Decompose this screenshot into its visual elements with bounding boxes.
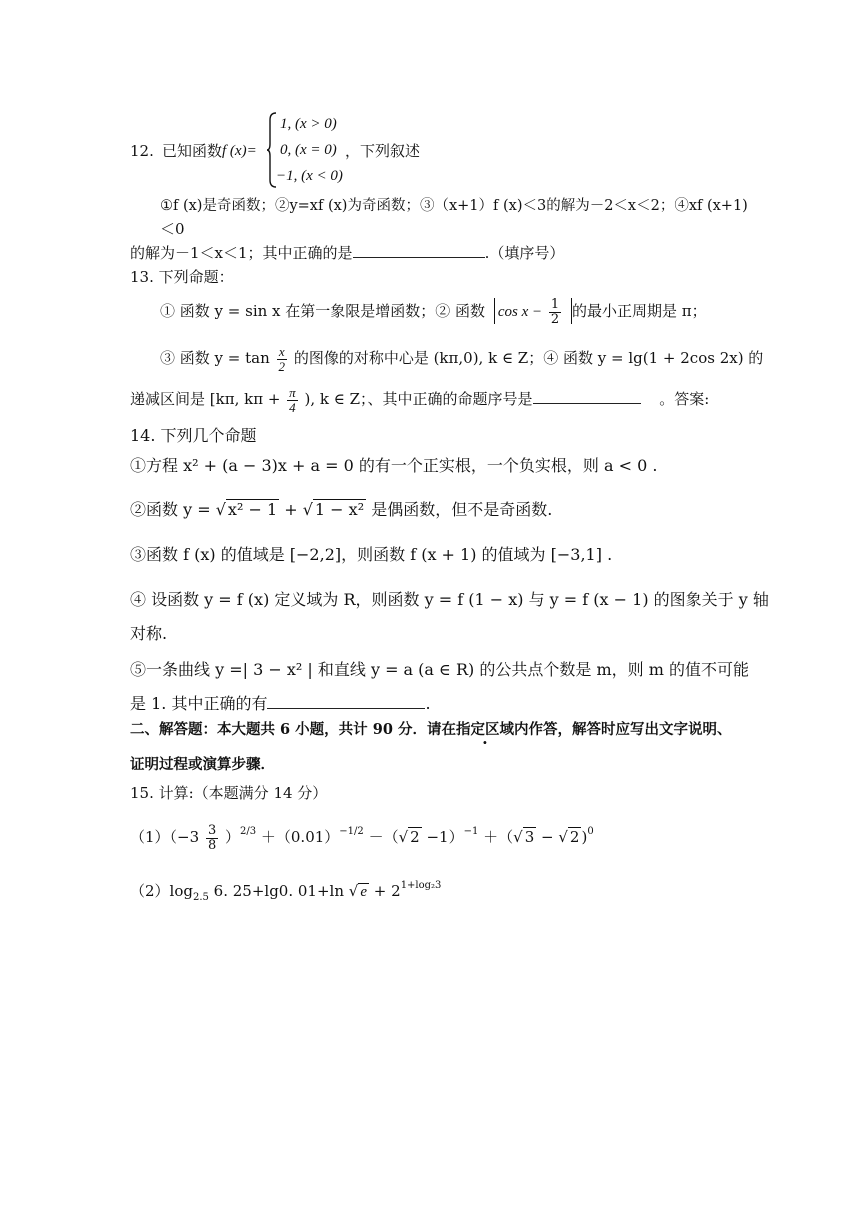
- q12-statements-wrap: ＜0: [160, 220, 185, 238]
- q15-exp-0: 0: [587, 826, 594, 838]
- q15-expr2: [130, 882, 441, 901]
- q13-frac-half: $\frac{1}{2}$: [550, 297, 560, 327]
- q13-s1-line: [160, 298, 707, 326]
- q15-sqrt2: √ 2: [398, 828, 420, 847]
- q13-s4-line: [130, 386, 709, 414]
- q14-title: 14. 下列几个命题: [130, 426, 257, 445]
- section2-emphasis: 指定区域: [455, 721, 514, 738]
- q15-e2: （2）log: [130, 882, 193, 900]
- q15-e1b: ）: [225, 828, 241, 847]
- q14-p4b: 对称.: [130, 624, 168, 643]
- q12-statements: ①f (x)是奇函数；②y=xf (x)为奇函数；③（x+1）f (x)＜3的解为－2＜x＜2；④xf (x+1): [160, 198, 748, 214]
- q12-case3: −1, (x < 0): [276, 168, 343, 184]
- q15-sqrt-e: √ e: [348, 882, 368, 900]
- q15-e2b: 6. 25+lg0. 01+ln: [213, 882, 344, 900]
- q14-p2-pre: ②函数 y =: [130, 500, 211, 519]
- q15-exp-2-3: 2/3: [240, 826, 257, 838]
- q12-lead: 已知函数: [162, 142, 223, 160]
- q13-frac-pi4: $\frac{\pi}{4}$: [289, 385, 296, 415]
- q15-title: 15. 计算:（本题满分 14 分）: [130, 784, 328, 802]
- q14-p1: ①方程 x² + (a − 3)x + a = 0 的有一个正实根，一个负实根，则 a < 0 .: [130, 456, 658, 475]
- q13-s1b-pre: cos x −: [497, 304, 543, 321]
- q13-s3-line: [160, 345, 763, 373]
- q14-p3: ③函数 f (x) 的值域是 [−2,2]，则函数 f (x + 1) 的值域为 [−3,1] .: [130, 545, 613, 564]
- q14-p5b-line: [130, 694, 431, 713]
- q13-s4-post: ), k ∈ Z；、其中正确的命题序号是: [304, 390, 533, 409]
- q15-frac-3-8: $\frac{3}{8}$: [207, 823, 217, 853]
- q15-e1: （1）（−3: [130, 828, 200, 847]
- q14-p2-line: [130, 500, 552, 519]
- q12-case2: 0, (x = 0): [280, 142, 337, 158]
- q13-s1: ① 函数 y = sin x 在第一象限是增函数；② 函数: [160, 302, 486, 321]
- q12-end-suffix: .（填序号）: [484, 244, 565, 262]
- q14-answer-blank[interactable]: [267, 694, 425, 709]
- q13-frac-x2: $\frac{x}{2}$: [278, 344, 286, 374]
- q15-e1f: ＋（: [483, 828, 514, 847]
- q14-p2-roots: √ x² − 1 + √ 1 − x²: [215, 500, 365, 519]
- q14-p5: ⑤一条曲线 y =| 3 − x² | 和直线 y = a (a ∈ R) 的公共点个数是 m，则 m 的值不可能: [130, 660, 749, 679]
- q14-p5b: 是 1. 其中正确的有: [130, 694, 268, 713]
- q13-s1b-post: 的最小正周期是 π；: [571, 302, 707, 321]
- q13-s3-pre: ③ 函数 y = tan: [160, 349, 270, 368]
- q12-answer-line: [130, 243, 564, 262]
- q14-p5b-end: .: [425, 694, 431, 713]
- q15-e1g: ): [581, 828, 588, 847]
- q15-e1c: ＋（0.01）: [260, 828, 340, 847]
- q12-number: 12.: [130, 142, 154, 160]
- q14-p4: ④ 设函数 y = f (x) 定义域为 R，则函数 y = f (1 − x) 与 y = f (x − 1) 的图象关于 y 轴: [130, 590, 769, 609]
- q13-s3-post: 的图像的对称中心是 (kπ,0), k ∈ Z；④ 函数 y = lg(1 + 2cos 2x) 的: [293, 349, 764, 368]
- q15-exp-log: 1+log₂3: [400, 880, 442, 891]
- q12-end: 的解为－1＜x＜1；其中正确的是: [130, 244, 353, 262]
- q12-func: f (x)=: [222, 143, 257, 159]
- q15-sqrt3-minus-sqrt2: √ 3 − √ 2: [513, 828, 580, 847]
- q15-e2c: + 2: [373, 882, 401, 900]
- q15-log-base: 2.5: [192, 892, 209, 903]
- q13-abs: [494, 297, 572, 327]
- q12-answer-blank[interactable]: [353, 243, 485, 258]
- q14-p2-post: 是偶函数，但不是奇函数.: [371, 500, 553, 519]
- q13-s4-end: 。答案:: [659, 390, 710, 409]
- q13-s4-pre: 递减区间是 [kπ, kπ +: [130, 390, 281, 409]
- section2-line2: 证明过程或演算步骤．: [130, 756, 275, 773]
- section2-line1: [130, 721, 731, 738]
- q15-exp-neg1: −1: [463, 826, 479, 838]
- q12-tail: ，下列叙述: [345, 142, 421, 160]
- q13-answer-blank[interactable]: [533, 389, 641, 404]
- q15-exp-neg-half: −1/2: [339, 826, 364, 838]
- q13-title: 13. 下列命题：: [130, 268, 234, 286]
- q12-case1: 1, (x > 0): [280, 116, 337, 132]
- q15-expr1: [130, 824, 594, 852]
- q15-e1e: −1）: [426, 828, 464, 847]
- q15-e1d: －（: [368, 828, 399, 847]
- section2-line1-a: 二、解答题：本大题共 6 小题，共计 90 分．请在: [130, 721, 456, 738]
- section2-line1-b: 内作答，解答时应写出文字说明、: [513, 721, 732, 738]
